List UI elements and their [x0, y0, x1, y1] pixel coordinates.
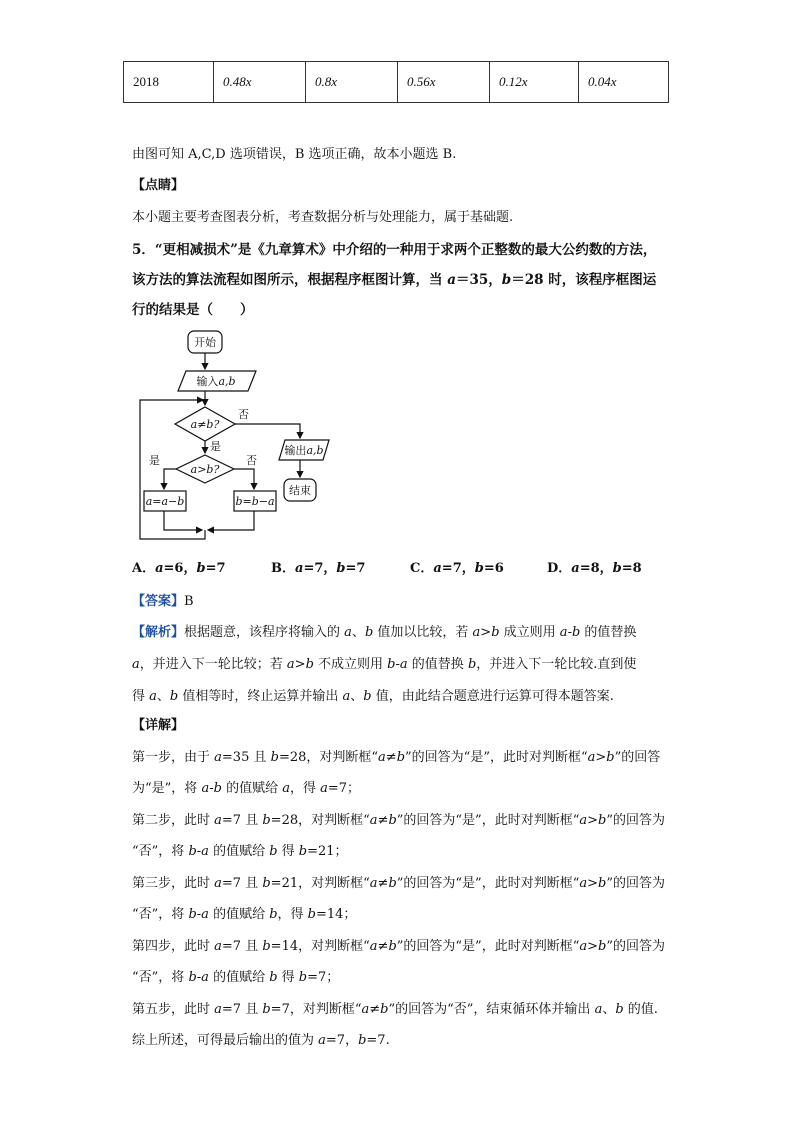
option-b: B．a=7，b=7: [271, 561, 366, 576]
analysis-line: 【解析】根据题意，该程序将输入的 a、b 值加以比较，若 a>b 成立则用 a-b 的值替换: [132, 625, 637, 640]
no-label-1: 否: [238, 408, 249, 421]
review-tag: 【点睛】: [132, 178, 185, 193]
detail-line: 为“是”，将 a-b 的值赋给 a，得 a=7；: [132, 781, 361, 796]
option-d: D．a=8，b=8: [547, 561, 642, 576]
table-cell-year: 2018: [124, 62, 214, 103]
flowchart: [132, 325, 342, 545]
detail-line: 综上所述，可得最后输出的值为 a=7，b=7.: [132, 1033, 390, 1048]
analysis-line: 得 a、b 值相等时，终止运算并输出 a、b 值，由此结合题意进行运算可得本题答案.: [132, 689, 614, 704]
analysis-line: a，并进入下一轮比较；若 a>b 不成立则用 b-a 的值替换 b，并进入下一轮比较.直到使: [132, 657, 637, 672]
assign-a-label: a=a−b: [145, 495, 185, 508]
table-cell: 0.48x: [214, 62, 306, 103]
answer-value: B: [184, 594, 194, 609]
table-cell: 0.8x: [306, 62, 398, 103]
yes-label-1: 是: [210, 440, 221, 453]
detail-line: “否”，将 b-a 的值赋给 b 得 b=7；: [132, 970, 340, 985]
answer-tag: 【答案】: [132, 594, 185, 609]
detail-line: 第五步，此时 a=7 且 b=7，对判断框“a≠b”的回答为“否”，结束循环体并输出 a、b 的值.: [132, 1002, 658, 1017]
start-label: 开始: [194, 336, 216, 349]
option-c: C．a=7，b=6: [410, 561, 504, 576]
end-label: 结束: [289, 484, 311, 497]
decision-1-label: a≠b?: [190, 418, 220, 431]
output-label: 输出a,b: [284, 444, 324, 457]
assign-b-label: b=b−a: [235, 495, 275, 508]
yes-label-2: 是: [149, 454, 160, 467]
detail-line: “否”，将 b-a 的值赋给 b 得 b=21；: [132, 844, 348, 859]
detail-line: 第二步，此时 a=7 且 b=28，对判断框“a≠b”的回答为“是”，此时对判断框“a>b”的回答为: [132, 813, 666, 828]
table-cell: 0.04x: [579, 62, 669, 103]
no-label-2: 否: [246, 454, 257, 467]
answer-line: [132, 590, 194, 609]
question-stem-line: 该方法的算法流程如图所示，根据程序框图计算，当 a＝35，b＝28 时，该程序框图运: [132, 272, 657, 288]
detail-line: 第四步，此时 a=7 且 b=14，对判断框“a≠b”的回答为“是”，此时对判断框“a>b”的回答为: [132, 939, 666, 954]
analysis-tag: 【解析】: [132, 625, 185, 640]
data-table: [123, 61, 669, 103]
prev-conclusion: 由图可知 A,C,D 选项错误，B 选项正确，故本小题选 B.: [132, 147, 457, 162]
table-cell: 0.56x: [398, 62, 490, 103]
detail-line: 第一步，由于 a=35 且 b=28，对判断框“a≠b”的回答为“是”，此时对判断框“a>b”的回答: [132, 750, 661, 765]
review-text: 本小题主要考查图表分析，考查数据分析与处理能力，属于基础题.: [132, 210, 514, 225]
question-stem-line: 行的结果是（ ）: [132, 302, 254, 318]
question-stem-line: 5．“更相减损术”是《九章算术》中介绍的一种用于求两个正整数的最大公约数的方法，: [132, 242, 657, 258]
option-a: A．a=6，b=7: [132, 561, 226, 576]
input-label: 输入a,b: [196, 375, 236, 388]
table-row: [124, 62, 669, 103]
table-cell: 0.12x: [490, 62, 579, 103]
decision-2-label: a>b?: [190, 463, 220, 476]
detail-line: 第三步，此时 a=7 且 b=21，对判断框“a≠b”的回答为“是”，此时对判断框“a>b”的回答为: [132, 876, 666, 891]
detail-tag: 【详解】: [132, 718, 185, 733]
detail-line: “否”，将 b-a 的值赋给 b，得 b=14；: [132, 907, 357, 922]
